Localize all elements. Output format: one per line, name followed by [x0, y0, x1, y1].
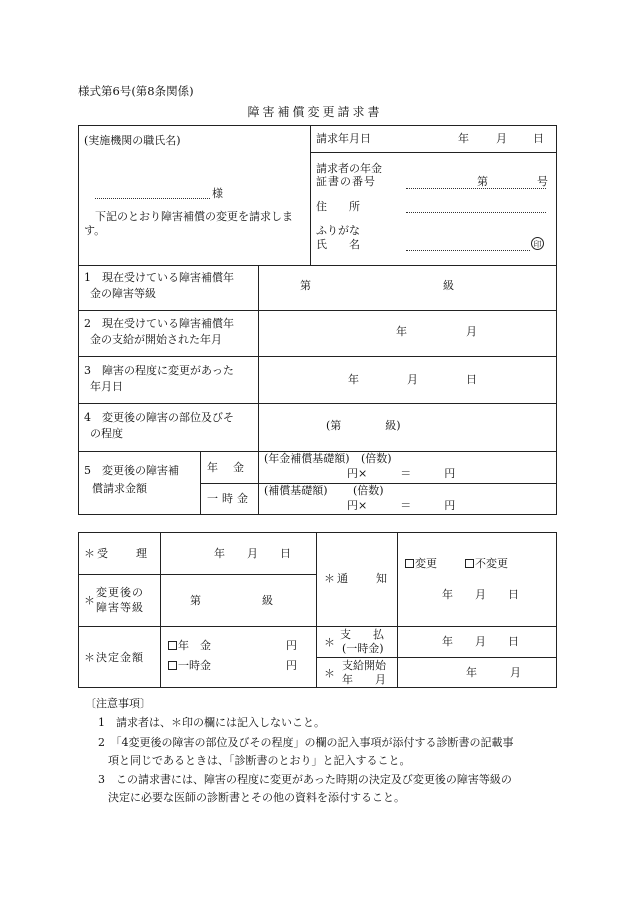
- pay-date[interactable]: 年 月 日: [442, 635, 519, 648]
- row3-label-2: 年月日: [90, 380, 123, 393]
- amount-pension-yen: 円: [286, 639, 297, 652]
- office-grade-dai: 第: [190, 594, 201, 607]
- pension-basis-label: (年金補償基礎額): [264, 452, 350, 465]
- lump-times-label: (倍数): [353, 484, 384, 497]
- request-date-year[interactable]: 年: [458, 132, 469, 145]
- request-date-month[interactable]: 月: [496, 132, 507, 145]
- request-date-label: 請求年月日: [316, 132, 371, 145]
- notes-heading: 〔注意事項〕: [85, 697, 151, 710]
- receipt-label: ＊受 理: [84, 547, 149, 560]
- notice-label: ＊通 知: [324, 572, 389, 585]
- notice-date[interactable]: 年 月 日: [442, 588, 519, 601]
- row1-dai: 第: [300, 279, 311, 292]
- office-use-table: [78, 532, 557, 688]
- amount-label: ＊決定金額: [84, 651, 144, 664]
- cert-dai: 第: [477, 175, 488, 188]
- request-text: 下記のとおり障害補償の変更を請求しま: [95, 210, 293, 223]
- row5-label-2: 償請求金額: [92, 482, 147, 495]
- name-label: 氏 名: [316, 238, 360, 251]
- pension-calc[interactable]: 円× ＝ 円: [347, 467, 456, 480]
- amount-pension[interactable]: [168, 639, 211, 652]
- note-2-cont: 項と同じであるときは、「診断書のとおり」と記入すること。: [108, 754, 411, 767]
- grade-label-2: 障害等級: [96, 601, 144, 614]
- receipt-date[interactable]: 年 月 日: [214, 547, 291, 560]
- form-number: 様式第6号(第8条関係): [78, 84, 194, 98]
- grade-label: 変更後の: [96, 586, 144, 599]
- grade-star: ＊: [84, 594, 95, 607]
- note-1: 1 請求者は、＊印の欄には記入しないこと。: [98, 716, 325, 729]
- amount-lump[interactable]: [168, 659, 211, 672]
- form-title: 障害補償変更請求書: [247, 105, 383, 119]
- row4-grade[interactable]: (第 級): [326, 419, 401, 432]
- start-label: 支給開始: [342, 659, 386, 672]
- honorific-sama: 様: [212, 187, 223, 200]
- row1-kyu: 級: [443, 279, 454, 292]
- row3-label: 3 障害の程度に変更があった: [84, 364, 234, 377]
- row3-month[interactable]: 月: [407, 373, 418, 386]
- row2-label: 2 現在受けている障害補償年: [84, 317, 234, 330]
- lump-calc[interactable]: 円× ＝ 円: [347, 499, 456, 512]
- lump-basis-label: (補償基礎額): [264, 484, 328, 497]
- row3-day[interactable]: 日: [466, 373, 477, 386]
- note-3-cont: 決定に必要な医師の診断書とその他の資料を添付すること。: [108, 791, 405, 804]
- row5-pension-label: 年 金: [207, 461, 246, 474]
- pay-label: 支 払: [340, 628, 384, 641]
- pay-star: ＊: [324, 636, 335, 649]
- row4-label-2: の程度: [90, 427, 123, 440]
- row1-label: 1 現在受けている障害補償年: [84, 271, 234, 284]
- row2-month[interactable]: 月: [466, 325, 477, 338]
- amount-pension-label: 年 金: [178, 639, 211, 652]
- lump-checkbox[interactable]: [168, 661, 177, 670]
- pension-cert-label-2: 証書の番号: [316, 175, 376, 188]
- row5-label: 5 変更後の障害補: [84, 464, 179, 477]
- institution-label: (実施機関の職氏名): [84, 134, 181, 147]
- seal-mark: 印: [531, 237, 544, 250]
- institution-name-field[interactable]: [95, 198, 210, 199]
- start-date[interactable]: 年 月: [466, 666, 521, 679]
- address-field[interactable]: [406, 212, 546, 213]
- start-label-2: 年 月: [342, 673, 386, 686]
- pension-cert-field[interactable]: [406, 188, 546, 189]
- pay-label-2: (一時金): [342, 642, 384, 655]
- row3-year[interactable]: 年: [348, 373, 359, 386]
- change-option[interactable]: [405, 557, 437, 570]
- nochange-label: 不変更: [475, 557, 508, 570]
- name-field[interactable]: [406, 250, 530, 251]
- pension-cert-label: 請求者の年金: [316, 162, 382, 175]
- row1-label-2: 金の障害等級: [90, 287, 156, 300]
- row5-lump-label: 一時金: [207, 492, 252, 505]
- row2-year[interactable]: 年: [396, 325, 407, 338]
- amount-lump-label: 一時金: [178, 659, 211, 672]
- row2-label-2: 金の支給が開始された年月: [90, 333, 222, 346]
- nochange-checkbox[interactable]: [465, 559, 474, 568]
- pension-times-label: (倍数): [361, 452, 392, 465]
- furigana-label: ふりがな: [316, 224, 360, 237]
- address-label: 住 所: [316, 200, 360, 213]
- note-3: 3 この請求書には、障害の程度に変更があった時期の決定及び変更後の障害等級の: [98, 773, 512, 786]
- nochange-option[interactable]: [465, 557, 508, 570]
- amount-lump-yen: 円: [286, 659, 297, 672]
- request-date-day[interactable]: 日: [533, 132, 544, 145]
- change-checkbox[interactable]: [405, 559, 414, 568]
- start-star: ＊: [324, 667, 335, 680]
- request-text-cont: す。: [84, 224, 106, 237]
- cert-go: 号: [537, 175, 548, 188]
- office-grade-kyu: 級: [262, 594, 273, 607]
- row4-label: 4 変更後の障害の部位及びそ: [84, 411, 234, 424]
- change-label: 変更: [415, 557, 437, 570]
- pension-checkbox[interactable]: [168, 641, 177, 650]
- note-2: 2 「4変更後の障害の部位及びその程度」の欄の記入事項が添付する診断書の記載事: [98, 736, 514, 749]
